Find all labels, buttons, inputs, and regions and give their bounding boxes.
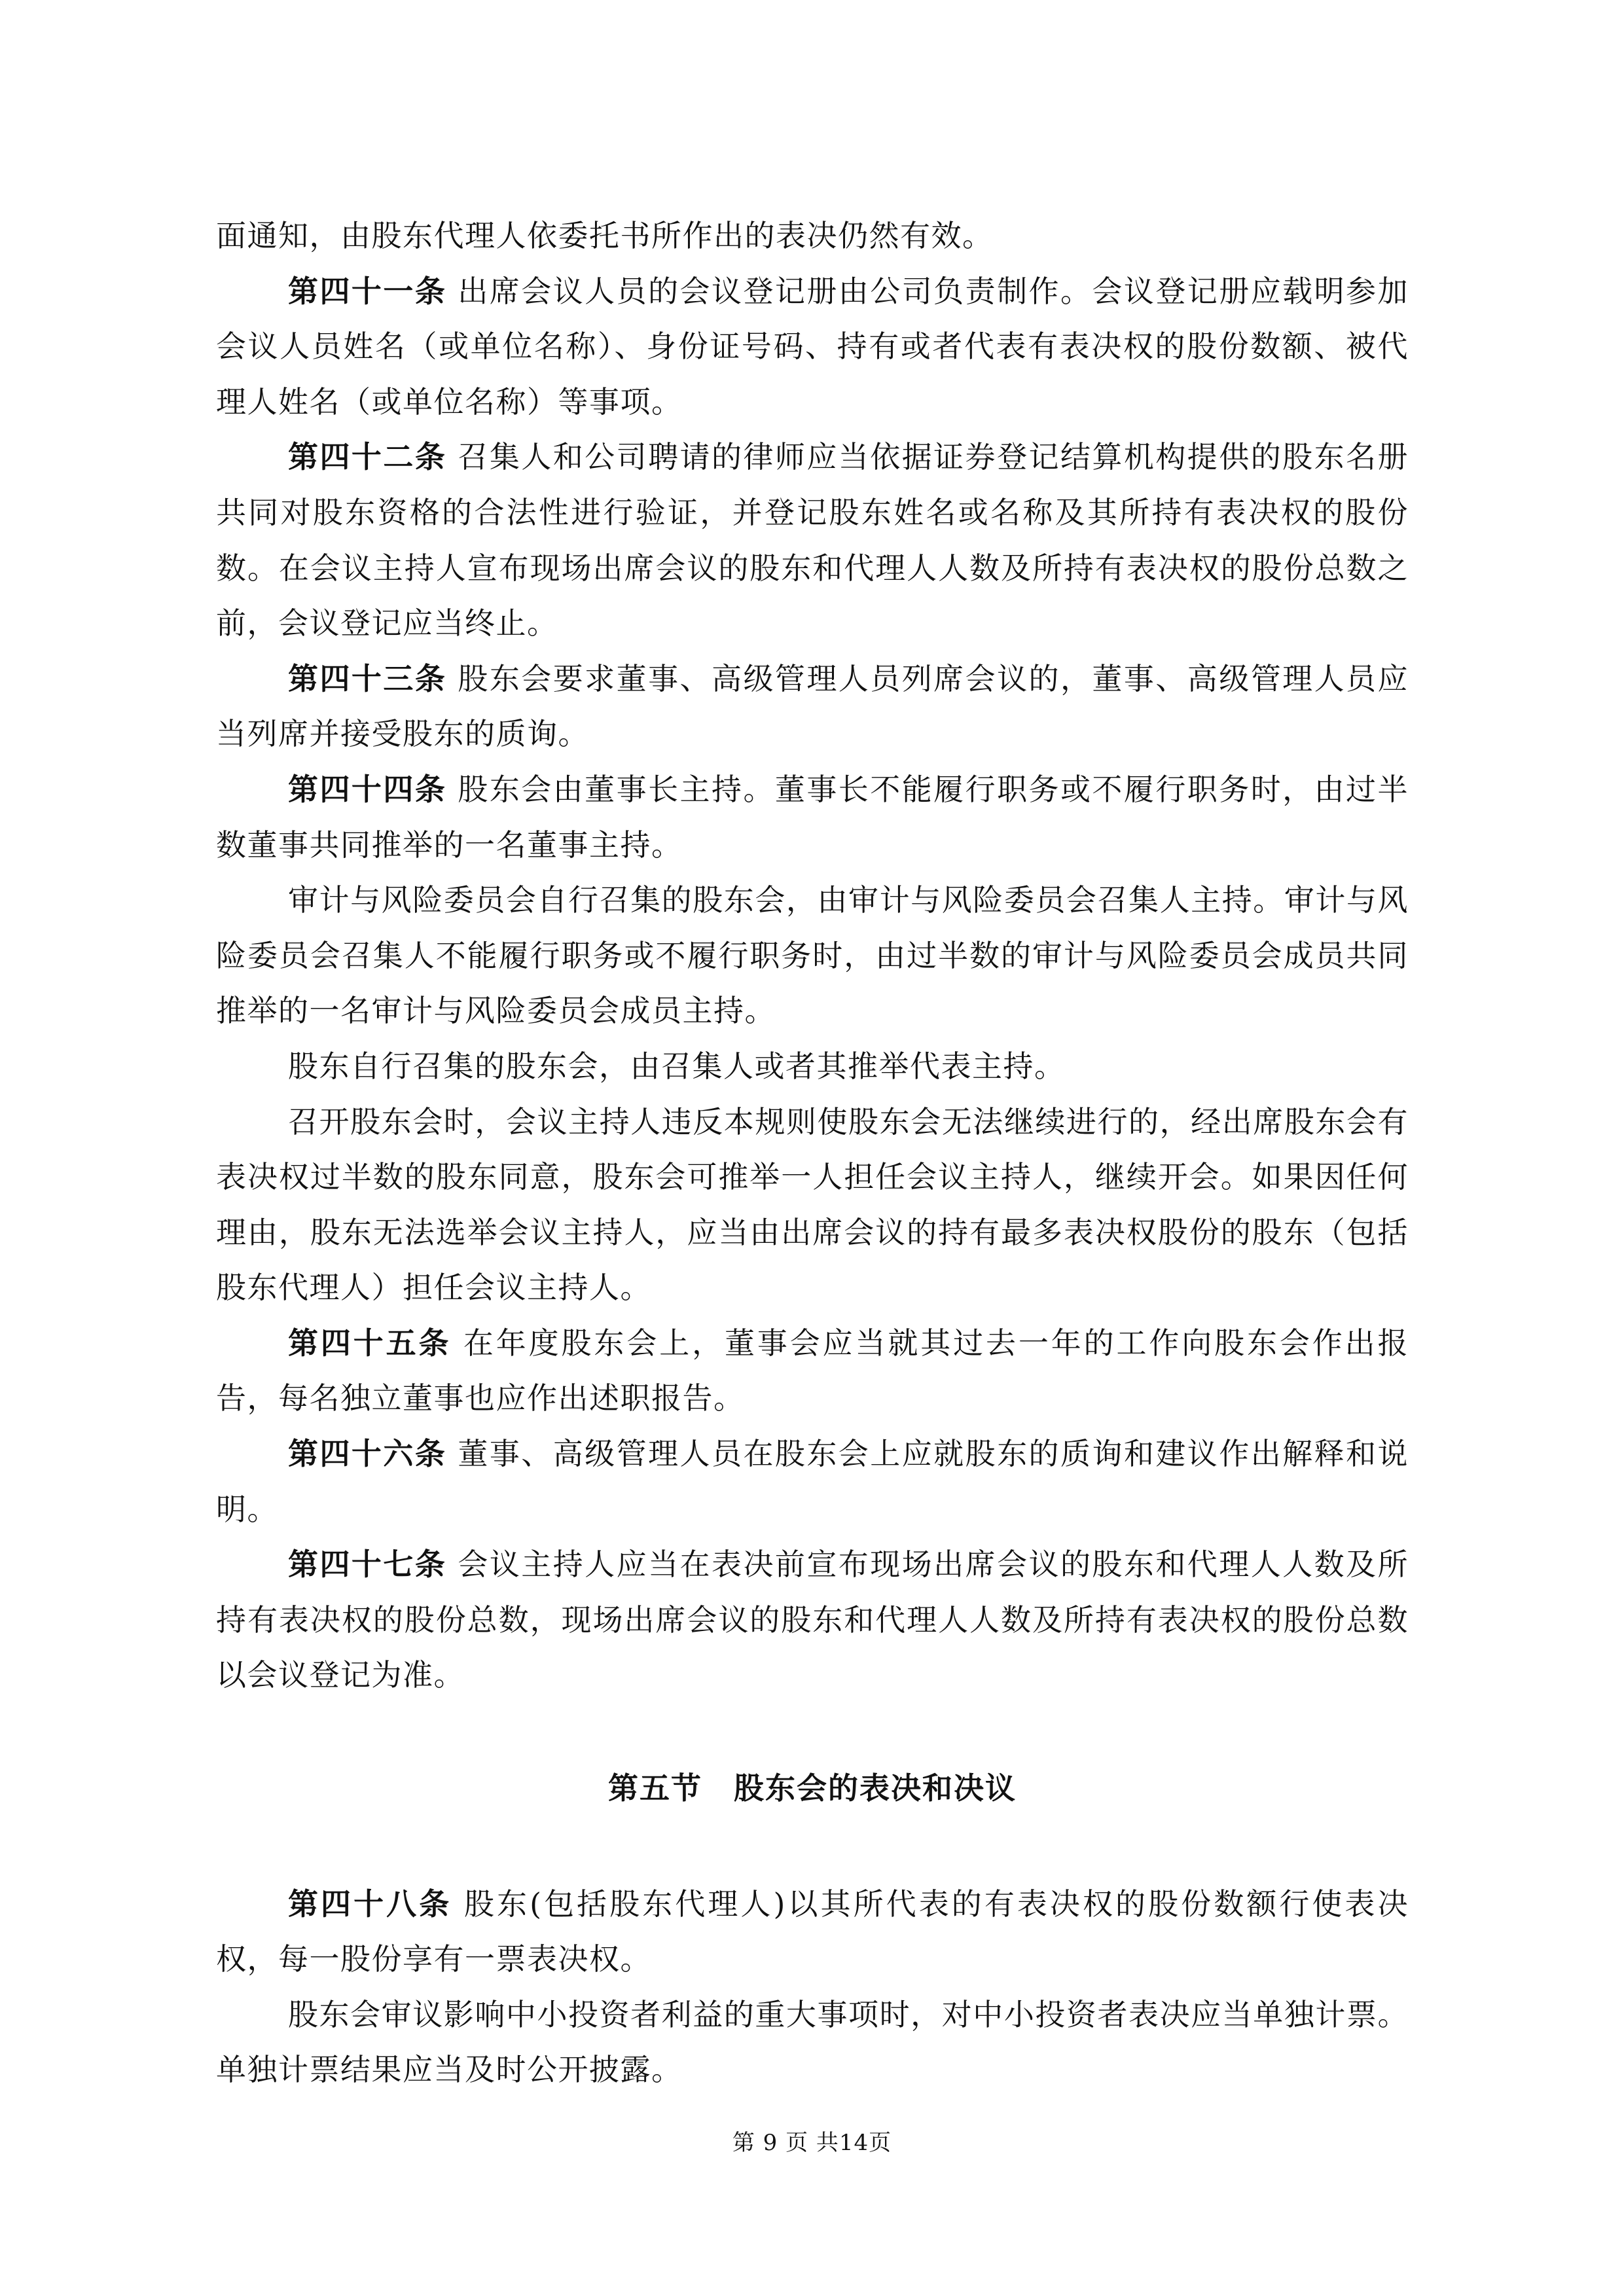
- article-number: 第四十一条: [288, 273, 447, 309]
- section-title: 第五节 股东会的表决和决议: [608, 1770, 1017, 1806]
- article-48: [216, 1876, 1409, 1987]
- paragraph-text: 面通知，由股东代理人依委托书所作出的表决仍然有效。: [216, 218, 994, 253]
- article-number: 第四十六条: [288, 1436, 447, 1472]
- article-number: 第四十五条: [288, 1325, 452, 1361]
- paragraph: [216, 1094, 1409, 1316]
- article-46: [216, 1426, 1409, 1537]
- paragraph-text: 召开股东会时，会议主持人违反本规则使股东会无法继续进行的，经出席股东会有表决权过半数的股东同意，股东会可推举一人担任会议主持人，继续开会。如果因任何理由，股东无法选举会议主持人，应当由出席会议的持有最多表决权股份的股东（包括股东代理人）担任会议主持人。: [216, 1103, 1409, 1306]
- paragraph-text: 股东自行召集的股东会，由召集人或者其推举代表主持。: [288, 1048, 1066, 1084]
- article-number: 第四十二条: [288, 439, 447, 475]
- paragraph-text: 股东会由董事长主持。董事长不能履行职务或不履行职务时，由过半数董事共同推举的一名董事主持。: [216, 771, 1409, 863]
- article-42: [216, 429, 1409, 651]
- article-number: 第四十四条: [288, 771, 447, 807]
- article-number: 第四十八条: [288, 1886, 452, 1922]
- paragraph: [216, 208, 1409, 264]
- paragraph: [216, 1987, 1409, 2098]
- article-41: [216, 264, 1409, 430]
- paragraph: [216, 872, 1409, 1039]
- article-43: [216, 651, 1409, 762]
- paragraph-text: 董事、高级管理人员在股东会上应就股东的质询和建议作出解释和说明。: [216, 1436, 1409, 1527]
- paragraph-text: 股东会审议影响中小投资者利益的重大事项时，对中小投资者表决应当单独计票。单独计票结果应当及时公开披露。: [216, 1996, 1409, 2088]
- paragraph-text: 会议主持人应当在表决前宣布现场出席会议的股东和代理人人数及所持有表决权的股份总数，现场出席会议的股东和代理人人数及所持有表决权的股份总数以会议登记为准。: [216, 1547, 1409, 1693]
- paragraph-text: 股东会要求董事、高级管理人员列席会议的，董事、高级管理人员应当列席并接受股东的质询。: [216, 660, 1409, 752]
- paragraph-text: 股东(包括股东代理人)以其所代表的有表决权的股份数额行使表决权，每一股份享有一票表决权。: [216, 1886, 1409, 1977]
- paragraph: [216, 1039, 1409, 1094]
- article-44: [216, 762, 1409, 872]
- article-number: 第四十三条: [288, 660, 447, 696]
- article-number: 第四十七条: [288, 1547, 447, 1583]
- paragraph-text: 出席会议人员的会议登记册由公司负责制作。会议登记册应载明参加会议人员姓名（或单位名称）、身份证号码、持有或者代表有表决权的股份数额、被代理人姓名（或单位名称）等事项。: [216, 273, 1409, 420]
- paragraph-text: 审计与风险委员会自行召集的股东会，由审计与风险委员会召集人主持。审计与风险委员会召集人不能履行职务或不履行职务时，由过半数的审计与风险委员会成员共同推举的一名审计与风险委员会成员主持。: [216, 882, 1409, 1029]
- paragraph-text: 召集人和公司聘请的律师应当依据证券登记结算机构提供的股东名册共同对股东资格的合法性进行验证，并登记股东姓名或名称及其所持有表决权的股份数。在会议主持人宣布现场出席会议的股东和代理人人数及所持有表决权的股份总数之前，会议登记应当终止。: [216, 439, 1409, 641]
- document-body: [216, 208, 1409, 2098]
- article-47: [216, 1537, 1409, 1703]
- page-footer: 第 9 页 共14页: [732, 2130, 892, 2156]
- article-45: [216, 1316, 1409, 1426]
- paragraph-text: 在年度股东会上，董事会应当就其过去一年的工作向股东会作出报告，每名独立董事也应作出述职报告。: [216, 1325, 1409, 1416]
